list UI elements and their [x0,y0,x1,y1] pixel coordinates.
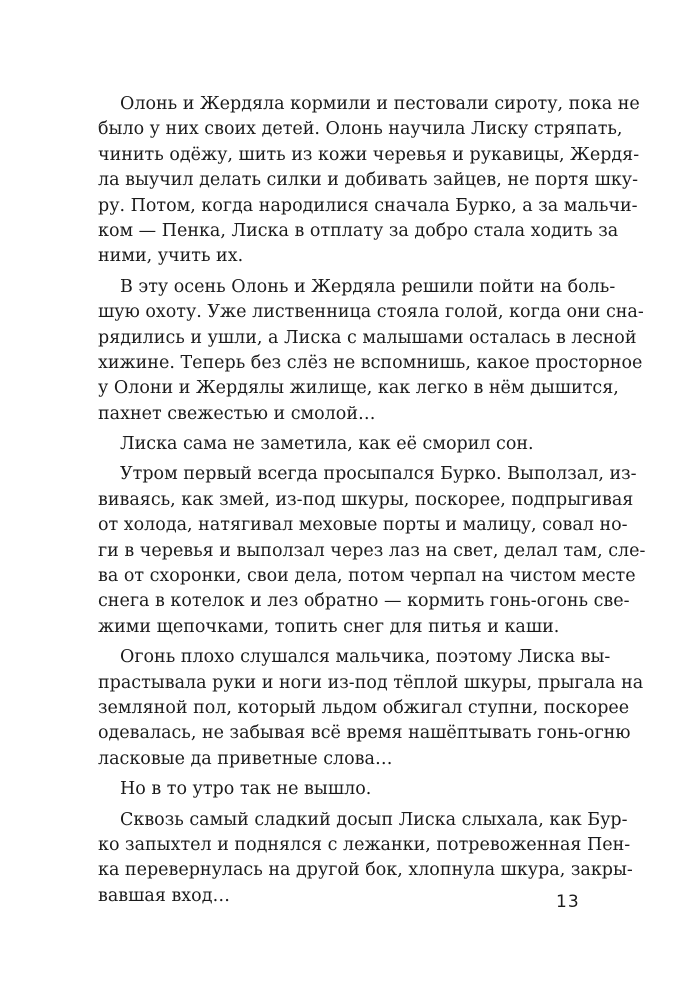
body-text [98,92,646,909]
paragraph-3 [98,432,598,457]
text-line: снега в котелок и лез обратно — кормить гонь-огонь све- [98,591,630,612]
text-line: прастывала руки и ноги из-под тёплой шкуры, прыгала на [98,672,644,693]
text-line: Лиска сама не заметила, как её сморил сон. [120,434,534,455]
text-line: ла выучил делать силки и добивать зайцев, не портя шку- [98,170,639,191]
page-number: 13 [556,892,580,912]
text-line: Сквозь самый сладкий досып Лиска слыхала, как Бур- [120,809,628,830]
paragraph-5 [98,645,644,772]
text-line: ги в черевья и выползал через лаз на свет, делал там, сле- [98,540,646,561]
text-line: Но в то утро так не вышло. [120,779,372,800]
paragraph-4 [98,462,646,640]
text-line: одевалась, не забывая всё время нашёптывать гонь-огню [98,723,631,744]
text-line: ко запыхтел и поднялся с лежанки, потревоженная Пен- [98,834,631,855]
text-line: у Олони и Жердялы жилище, как легко в нём дышится, [98,378,619,399]
text-line: вавшая вход… [98,885,230,906]
text-line: ка перевернулась на другой бок, хлопнула шкура, закры- [98,860,633,881]
text-line: В эту осень Олонь и Жердяла решили пойти на боль- [120,276,616,297]
text-line: было у них своих детей. Олонь научила Лиску стряпать, [98,119,623,140]
text-line: ва от схоронки, свои дела, потом черпал на чистом месте [98,566,636,587]
text-line: ними, учить их. [98,246,244,267]
text-line: земляной пол, который льдом обжигал ступни, поскорее [98,697,630,718]
text-line: жими щепочками, топить снег для питья и каши. [98,616,560,637]
text-line: Олонь и Жердяла кормили и пестовали сироту, пока не [120,94,640,114]
text-line: шую охоту. Уже лиственница стояла голой, когда они сна- [98,302,644,323]
text-line: чинить одёжу, шить из кожи черевья и рукавицы, Жердя- [98,144,640,165]
paragraph-1 [98,92,640,270]
paragraph-2 [98,275,644,427]
text-line: ком — Пенка, Лиска в отплату за добро стала ходить за [98,220,619,241]
text-line: ру. Потом, когда народилися сначала Бурко, а за мальчи- [98,195,638,216]
text-line: хижине. Теперь без слёз не вспомнишь, какое просторное [98,352,643,373]
text-line: виваясь, как змей, из-под шкуры, поскорее, подпрыгивая [98,489,634,510]
text-line: от холода, натягивал меховые порты и малицу, совал но- [98,515,628,536]
text-line: Утром первый всегда просыпался Бурко. Выползал, из- [120,464,637,485]
text-line: рядились и ушли, а Лиска с малышами осталась в лесной [98,327,637,348]
paragraph-7 [98,808,633,910]
text-line: пахнет свежестью и смолой… [98,403,376,424]
text-line: ласковые да приветные слова… [98,748,393,769]
paragraph-6 [98,777,598,802]
text-line: Огонь плохо слушался мальчика, поэтому Лиска вы- [120,647,611,668]
